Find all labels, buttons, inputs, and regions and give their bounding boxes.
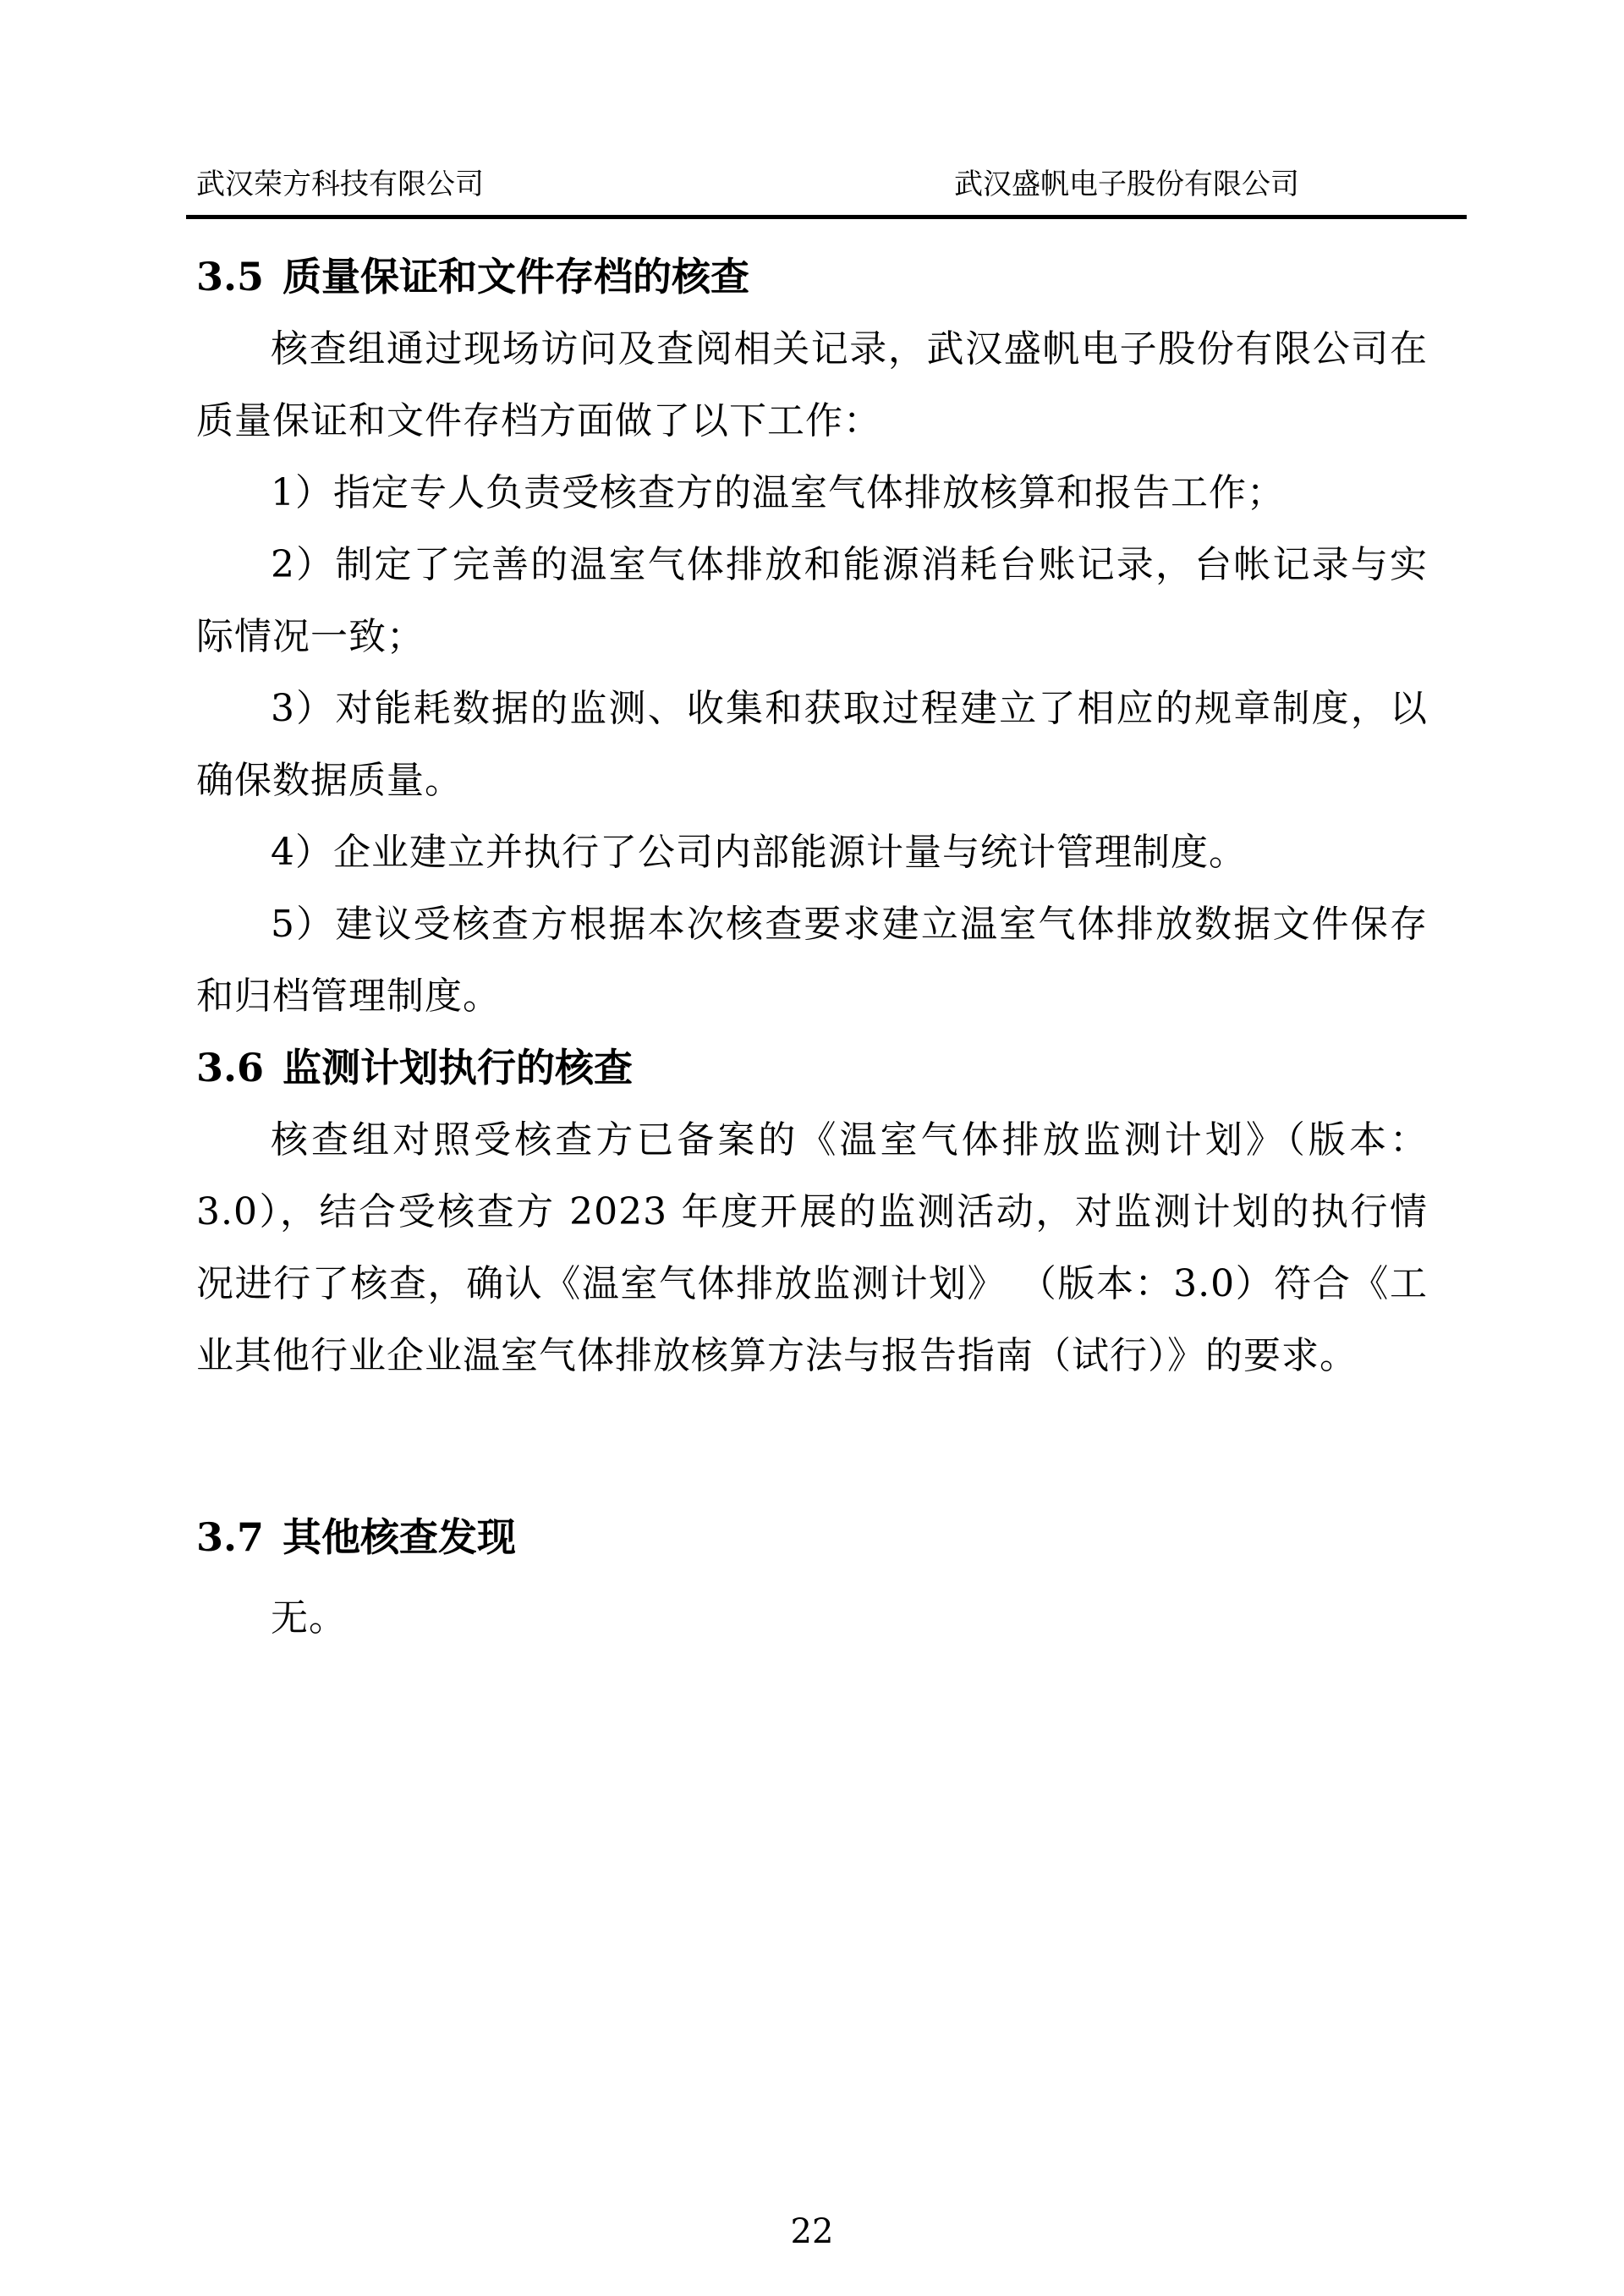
para-3-5-intro: 核查组通过现场访问及查阅相关记录，武汉盛帆电子股份有限公司在质量保证和文件存档方面做了以下工作： xyxy=(196,327,1428,442)
section-3-6-number: 3.6 xyxy=(196,1045,265,1090)
para-3-5-item-4: 4）企业建立并执行了公司内部能源计量与统计管理制度。 xyxy=(271,831,1247,874)
section-3-7-title: 其他核查发现 xyxy=(283,1514,517,1560)
header-company-right: 武汉盛帆电子股份有限公司 xyxy=(954,168,1299,201)
section-3-5-heading xyxy=(196,241,1428,313)
section-3-5-number: 3.5 xyxy=(196,254,265,299)
section-3-7-heading xyxy=(196,1502,1428,1574)
page-number: 22 xyxy=(790,2212,834,2251)
para-3-5-item-1: 1）指定专人负责受核查方的温室气体排放核算和报告工作； xyxy=(271,471,1285,514)
page-header xyxy=(186,168,1467,219)
para-3-5-item-3: 3）对能耗数据的监测、收集和获取过程建立了相应的规章制度，以确保数据质量。 xyxy=(196,687,1428,802)
section-3-7-number: 3.7 xyxy=(196,1514,265,1560)
para-3-5-item-5: 5）建议受核查方根据本次核查要求建立温室气体排放数据文件保存和归档管理制度。 xyxy=(196,903,1428,1018)
document-body xyxy=(196,241,1428,1654)
para-3-7-body: 无。 xyxy=(271,1596,347,1640)
section-3-6-title: 监测计划执行的核查 xyxy=(283,1045,634,1090)
para-3-6-body: 核查组对照受核查方已备案的《温室气体排放监测计划》（版本：3.0），结合受核查方 2023 年度开展的监测活动，对监测计划的执行情况进行了核查，确认《温室气体排放监测计划》 （版本：3.0）符合《工业其他行业企业温室气体排放核算方法与报告指南（试行）》的要求。 xyxy=(196,1118,1428,1377)
header-company-left: 武汉荣方科技有限公司 xyxy=(196,168,484,201)
section-3-6-heading xyxy=(196,1032,1428,1104)
para-3-5-item-2: 2）制定了完善的温室气体排放和能源消耗台账记录，台帐记录与实际情况一致； xyxy=(196,543,1428,658)
section-3-5-title: 质量保证和文件存档的核查 xyxy=(283,254,750,299)
